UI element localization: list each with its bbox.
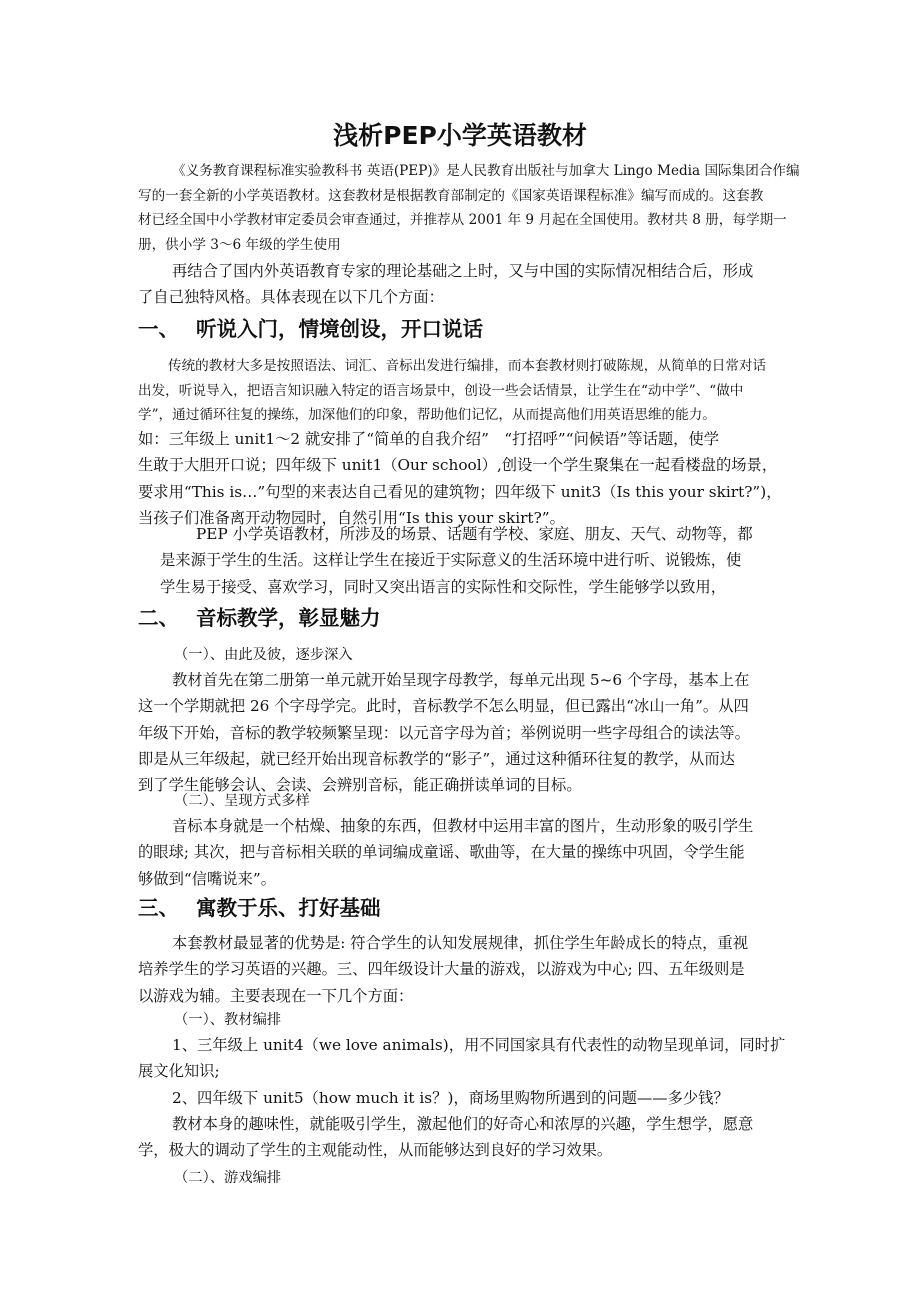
text-line: 学，极大的调动了学生的主观能动性，从而能够达到良好的学习效果。: [138, 1141, 613, 1160]
text-line: 传统的教材大多是按照语法、词汇、音标出发进行编排，而本套教材则打破陈规，从简单的日常对话: [168, 358, 767, 374]
text-line: 了自己独特风格。具体表现在以下几个方面：: [138, 288, 444, 307]
section-heading-1: [138, 314, 483, 344]
text-line: 培养学生的学习英语的兴趣。三、四年级设计大量的游戏，以游戏为中心; 四、五年级则是: [138, 960, 745, 979]
section3-item-1: [138, 1032, 785, 1085]
section-heading-2: [138, 603, 381, 633]
section-title: 音标教学，彰显魅力: [196, 606, 381, 630]
section2-subheading-2: （二）、呈现方式多样: [174, 793, 310, 809]
text-line: 以游戏为辅。主要表现在一下几个方面：: [138, 986, 414, 1005]
section1-paragraph2: [138, 521, 753, 600]
section3-subheading-2: （二）、游戏编排: [174, 1170, 282, 1186]
section3-intro-paragraph: [138, 930, 748, 1009]
combine-paragraph: [138, 258, 753, 311]
text-line: 再结合了国内外英语教育专家的理论基础之上时，又与中国的实际情况相结合后，形成: [172, 262, 754, 280]
text-line: 音标本身就是一个枯燥、抽象的东西，但教材中运用丰富的图片，生动形象的吸引学生: [172, 817, 754, 835]
text-line: 1、三年级上 unit4（we love animals)，用不同国家具有代表性的动物呈现单词，同时扩: [172, 1036, 786, 1054]
section-number: 一、: [138, 317, 179, 341]
section2-subheading-1: （一）、由此及彼，逐步深入: [174, 647, 353, 663]
text-line: 展文化知识;: [138, 1062, 220, 1081]
text-line: 出发，听说导入，把语言知识融入特定的语言场景中，创设一些会话情景，让学生在“动中学”、“做中: [138, 382, 744, 399]
text-line: 够做到“信嘴说来”。: [138, 869, 277, 888]
section3-item-2: 2、四年级下 unit5（how much it is？)，商场里购物所遇到的问题——多少钱？: [172, 1089, 729, 1107]
text-line: 当孩子们准备离开动物园时，自然引用“Is this your skirt?”。: [138, 508, 565, 527]
text-line: 的眼球; 其次，把与音标相关联的单词编成童谣、歌曲等，在大量的操练中巩固，令学生能: [138, 843, 745, 862]
section2-sub2-paragraph: [138, 813, 753, 892]
text-line: 学”，通过循环往复的操练，加深他们的印象，帮助他们记忆，从而提高他们用英语思维的能力。: [138, 407, 716, 423]
section1-paragraph1: [138, 354, 766, 428]
section-heading-3: [138, 893, 381, 923]
text-line: 写的一套全新的小学英语教材。这套教材是根据教育部制定的《国家英语课程标准》编写而成的。这套教: [138, 187, 764, 204]
text-line: 学生易于接受、喜欢学习，同时又突出语言的实际性和交际性，学生能够学以致用，: [160, 577, 726, 596]
text-line: 教材首先在第二册第一单元就开始呈现字母教学，每单元出现 5~6 个字母，基本上在: [172, 671, 750, 689]
text-line: 要求用“This is…”句型的来表达自己看见的建筑物；四年级下 unit3（Is this your skirt?”)，: [138, 482, 782, 501]
text-line: 生敢于大胆开口说；四年级下 unit1（Our school）,创设一个学生聚集在一起看楼盘的场景，: [138, 456, 778, 475]
text-line: PEP 小学英语教材，所涉及的场景、话题有学校、家庭、朋友、天气、动物等，都: [196, 525, 753, 543]
intro-paragraph: [138, 159, 800, 257]
section2-sub1-paragraph: [138, 667, 750, 798]
text-line: 本套教材最显著的优势是: 符合学生的认知发展规律，抓住学生年龄成长的特点，重视: [172, 934, 749, 952]
text-line: 是来源于学生的生活。这样让学生在接近于实际意义的生活环境中进行听、说锻炼，使: [160, 551, 742, 570]
section3-subheading-1: （一）、教材编排: [174, 1012, 282, 1028]
section3-summary-paragraph: [138, 1111, 753, 1164]
text-line: 年级下开始，音标的教学较频繁呈现：以元音字母为首；举例说明一些字母组合的读法等。: [138, 723, 750, 742]
text-line: 到了学生能够会认、会读、会辨别音标，能正确拼读单词的目标。: [138, 776, 582, 795]
text-line: 教材本身的趣味性，就能吸引学生，激起他们的好奇心和浓厚的兴趣，学生想学，愿意: [172, 1115, 754, 1133]
section1-paragraph1-cont: [138, 426, 782, 531]
section-title: 寓教于乐、打好基础: [196, 896, 381, 920]
document-title: 浅析PEP小学英语教材: [333, 121, 587, 150]
section-number: 三、: [138, 896, 179, 920]
text-line: 即是从三年级起，就已经开始出现音标教学的“影子”，通过这种循环往复的教学，从而达: [138, 749, 735, 768]
text-line: 《义务教育课程标准实验教科书 英语(PEP)》是人民教育出版社与加拿大 Lingo Media 国际集团合作编: [172, 163, 800, 179]
text-line: 这一个学期就把 26 个字母学完。此时，音标教学不怎么明显，但已露出“冰山一角”。从四: [138, 697, 749, 716]
section-title: 听说入门，情境创设，开口说话: [196, 317, 483, 341]
text-line: 册，供小学 3～6 年级的学生使用: [138, 236, 341, 253]
text-line: 材已经全国中小学教材审定委员会审查通过，并推荐从 2001 年 9 月起在全国使用。教材共 8 册，每学期一: [138, 212, 787, 228]
text-line: 如：三年级上 unit1～2 就安排了“简单的自我介绍” “打招呼”“问候语”等话题，使学: [138, 430, 720, 448]
section-number: 二、: [138, 606, 179, 630]
